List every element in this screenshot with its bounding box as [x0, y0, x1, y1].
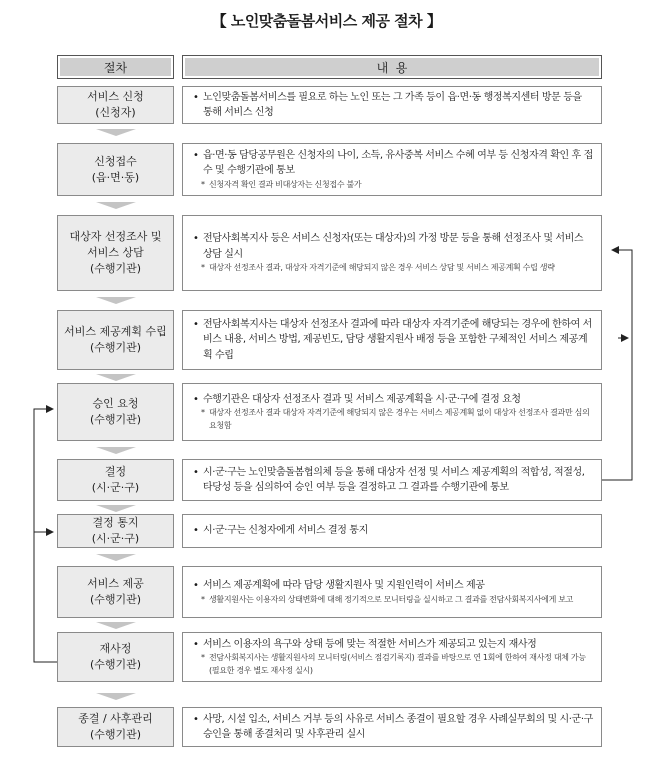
step-actor: (수행기관): [89, 413, 142, 426]
step-bullet: • 사망, 시설 입소, 서비스 거부 등의 사유로 서비스 종결이 필요할 경우 사례실무회의 및 시·군·구 승인을 통해 종결처리 및 사후관리 실시: [193, 712, 593, 743]
step-actor: (시·군·구): [91, 481, 140, 494]
step-actor: (수행기관): [89, 593, 142, 606]
step-name: 승인 요청: [92, 397, 139, 411]
feedback-arrow-left: [34, 409, 57, 662]
step-name: 결정: [104, 465, 127, 479]
step-bullet: • 서비스 제공계획에 따라 담당 생활지원사 및 지원인력이 서비스 제공: [193, 578, 593, 594]
step-actor: (신청자): [95, 106, 136, 119]
step-name: 신청접수: [94, 154, 137, 168]
step-actor: (수행기관): [89, 261, 142, 275]
step-actor: (수행기관): [89, 658, 142, 671]
step-bullet: • 서비스 이용자의 욕구와 상태 등에 맞는 적절한 서비스가 제공되고 있는지 재사정: [193, 637, 593, 653]
step-bullet: • 노인맞춤돌봄서비스를 필요로 하는 노인 또는 그 가족 등이 읍·면·동 행정복지센터 방문 등을 통해 서비스 신청: [193, 90, 593, 121]
step-bullet: • 전담사회복지사는 대상자 선정조사 결과에 따라 대상자 자격기준에 해당되는 경우에 한하여 서비스 내용, 서비스 방법, 제공빈도, 담당 생활지원사 배정 등을 포함한 구체적인 서비스 제공계획 수립: [193, 317, 593, 364]
step-note: * 대상자 선정조사 결과 대상자 자격기준에 해당되지 않은 경우는 서비스 제공계획 없이 대상자 선정조사 결과만 심의 요청함: [193, 407, 593, 432]
step-actor: (시·군·구): [91, 532, 140, 545]
header-step: 절차: [57, 55, 174, 79]
step-note: * 대상자 선정조사 결과, 대상자 자격기준에 해당되지 않은 경우 서비스 상담 및 서비스 제공계획 수립 생략: [193, 262, 593, 274]
step-note: * 신청자격 확인 결과 비대상자는 신청접수 불가: [193, 179, 593, 191]
step-name: 서비스 신청: [87, 90, 144, 104]
step-bullet: • 전담사회복지사 등은 서비스 신청자(또는 대상자)의 가정 방문 등을 통해 선정조사 및 서비스 상담 실시: [193, 231, 593, 262]
step-actor: (읍·면·동): [91, 170, 140, 184]
header-content: 내 용: [182, 55, 602, 79]
step-bullet: • 시·군·구는 신청자에게 서비스 결정 통지: [193, 523, 593, 539]
step-name: 서비스 제공: [87, 577, 144, 591]
page-title: 【 노인맞춤돌봄서비스 제공 절차 】: [211, 12, 442, 30]
step-name: 재사정: [99, 642, 132, 656]
step-name: 종결 / 사후관리: [78, 712, 153, 726]
step-bullet: • 시·군·구는 노인맞춤돌봄협의체 등을 통해 대상자 선정 및 서비스 제공계획의 적합성, 적절성, 타당성 등을 심의하여 승인 여부 등을 결정하고 그 결과를 수행기관에 통보: [193, 465, 593, 496]
step-actor: (수행기관): [89, 728, 142, 741]
step-note: * 생활지원사는 이용자의 상태변화에 대해 정기적으로 모니터링을 실시하고 그 결과를 전담사회복지사에게 보고: [193, 594, 593, 606]
step-bullet: • 읍·면·동 담당공무원은 신청자의 나이, 소득, 유사중복 서비스 수혜 여부 등 신청자격 확인 후 접수 및 수행기관에 통보: [193, 148, 593, 179]
step-name: 서비스 제공계획 수립: [64, 325, 167, 339]
step-name: 대상자 선정조사 및 서비스 상담: [69, 230, 162, 260]
feedback-arrow-right: [602, 250, 632, 480]
step-name: 결정 통지: [92, 516, 139, 530]
step-note: * 전담사회복지사는 생활지원사의 모니터링(서비스 점검기록지) 결과를 바탕으로 연 1회에 한하여 재사정 대체 가능(필요한 경우 별도 재사정 실시): [193, 652, 593, 677]
step-actor: (수행기관): [89, 341, 142, 354]
step-bullet: • 수행기관은 대상자 선정조사 결과 및 서비스 제공계획을 시·군·구에 결정 요청: [193, 392, 593, 408]
